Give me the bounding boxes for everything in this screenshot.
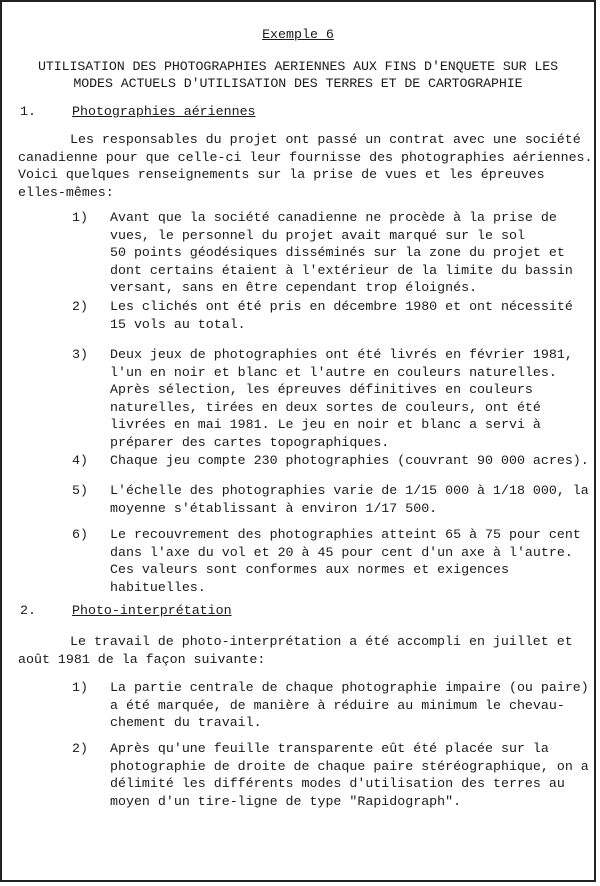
section-2-heading [20,602,232,619]
item-line: 50 points géodésiques disséminés sur la zone du projet et [110,245,565,261]
item-line: habituelles. [110,579,206,595]
section-title: Photo-interprétation [72,603,232,618]
item-line: L'échelle des photographies varie de 1/15 000 à 1/18 000, la [110,483,589,498]
item-number: 5) [72,483,88,498]
item-line: préparer des cartes topographiques. [110,434,390,450]
example-label: Exemple 6 [262,27,334,42]
item-line: dont certains étaient à l'extérieur de la limite du bassin [110,262,573,278]
title-line-2: MODES ACTUELS D'UTILISATION DES TERRES ET DE CARTOGRAPHIE [73,76,523,91]
item-line: Avant que la société canadienne ne procède à la prise de [110,210,557,225]
item-number: 2) [72,299,88,314]
item-line: naturelles, tirées en deux sortes de couleurs, ont été [110,399,541,415]
intro-line: elles-mêmes: [18,184,114,200]
item-line: Chaque jeu compte 230 photographies (couvrant 90 000 acres). [110,453,589,468]
item-line: moyen d'un tire-ligne de type "Rapidograph". [110,793,462,809]
item-line: 15 vols au total. [110,316,246,332]
intro-line: canadienne pour que celle-ci leur fournisse des photographies aériennes. [18,149,593,165]
item-line: chement du travail. [110,715,262,731]
item-line: moyenne s'établissant à environ 1/17 500. [110,500,438,516]
item-line: Après qu'une feuille transparente eût été placée sur la [110,741,549,756]
item-line: Les clichés ont été pris en décembre 1980 et ont nécessité [110,299,573,314]
item-line: livrées en mai 1981. Le jeu en noir et blanc a servi à [110,417,541,433]
section-title: Photographies aériennes [72,104,256,119]
item-line: Deux jeux de photographies ont été livrés en février 1981, [110,347,573,362]
item-line: dans l'axe du vol et 20 à 45 pour cent d'un axe à l'autre. [110,544,573,560]
item-line: a été marquée, de manière à réduire au minimum le chevau- [110,697,565,713]
item-line: vues, le personnel du projet avait marqué sur le sol [110,227,525,243]
item-number: 3) [72,347,88,362]
item-line: La partie centrale de chaque photographie impaire (ou paire) [110,680,589,695]
item-line: Ces valeurs sont conformes aux normes et exigences [110,562,509,578]
intro-line: Les responsables du projet ont passé un contrat avec une société [70,132,581,147]
section-1-heading [20,103,256,120]
item-number: 1) [72,210,88,225]
section-number: 2. [20,603,36,618]
item-line: versant, sans en être cependant trop éloignés. [110,280,478,296]
item-line: délimité les différents modes d'utilisation des terres au [110,776,565,792]
item-number: 2) [72,741,88,756]
section-2-intro [18,633,573,668]
document-title [2,58,594,92]
title-line-1: UTILISATION DES PHOTOGRAPHIES AERIENNES AUX FINS D'ENQUETE SUR LES [37,59,559,74]
section-number: 1. [20,104,36,119]
item-number: 6) [72,527,88,542]
item-line: l'un en noir et blanc et l'autre en couleurs naturelles. [110,364,557,380]
intro-line: Le travail de photo-interprétation a été accompli en juillet et [70,634,573,649]
intro-line: août 1981 de la façon suivante: [18,651,266,667]
intro-line: Voici quelques renseignements sur la prise de vues et les épreuves [18,167,545,182]
item-number: 4) [72,453,88,468]
item-line: photographie de droite de chaque paire stéréographique, on a [110,758,589,774]
item-number: 1) [72,680,88,695]
item-line: Après sélection, les épreuves définitives en couleurs [110,382,533,398]
item-line: Le recouvrement des photographies atteint 65 à 75 pour cent [110,527,581,542]
section-1-intro [18,131,593,201]
